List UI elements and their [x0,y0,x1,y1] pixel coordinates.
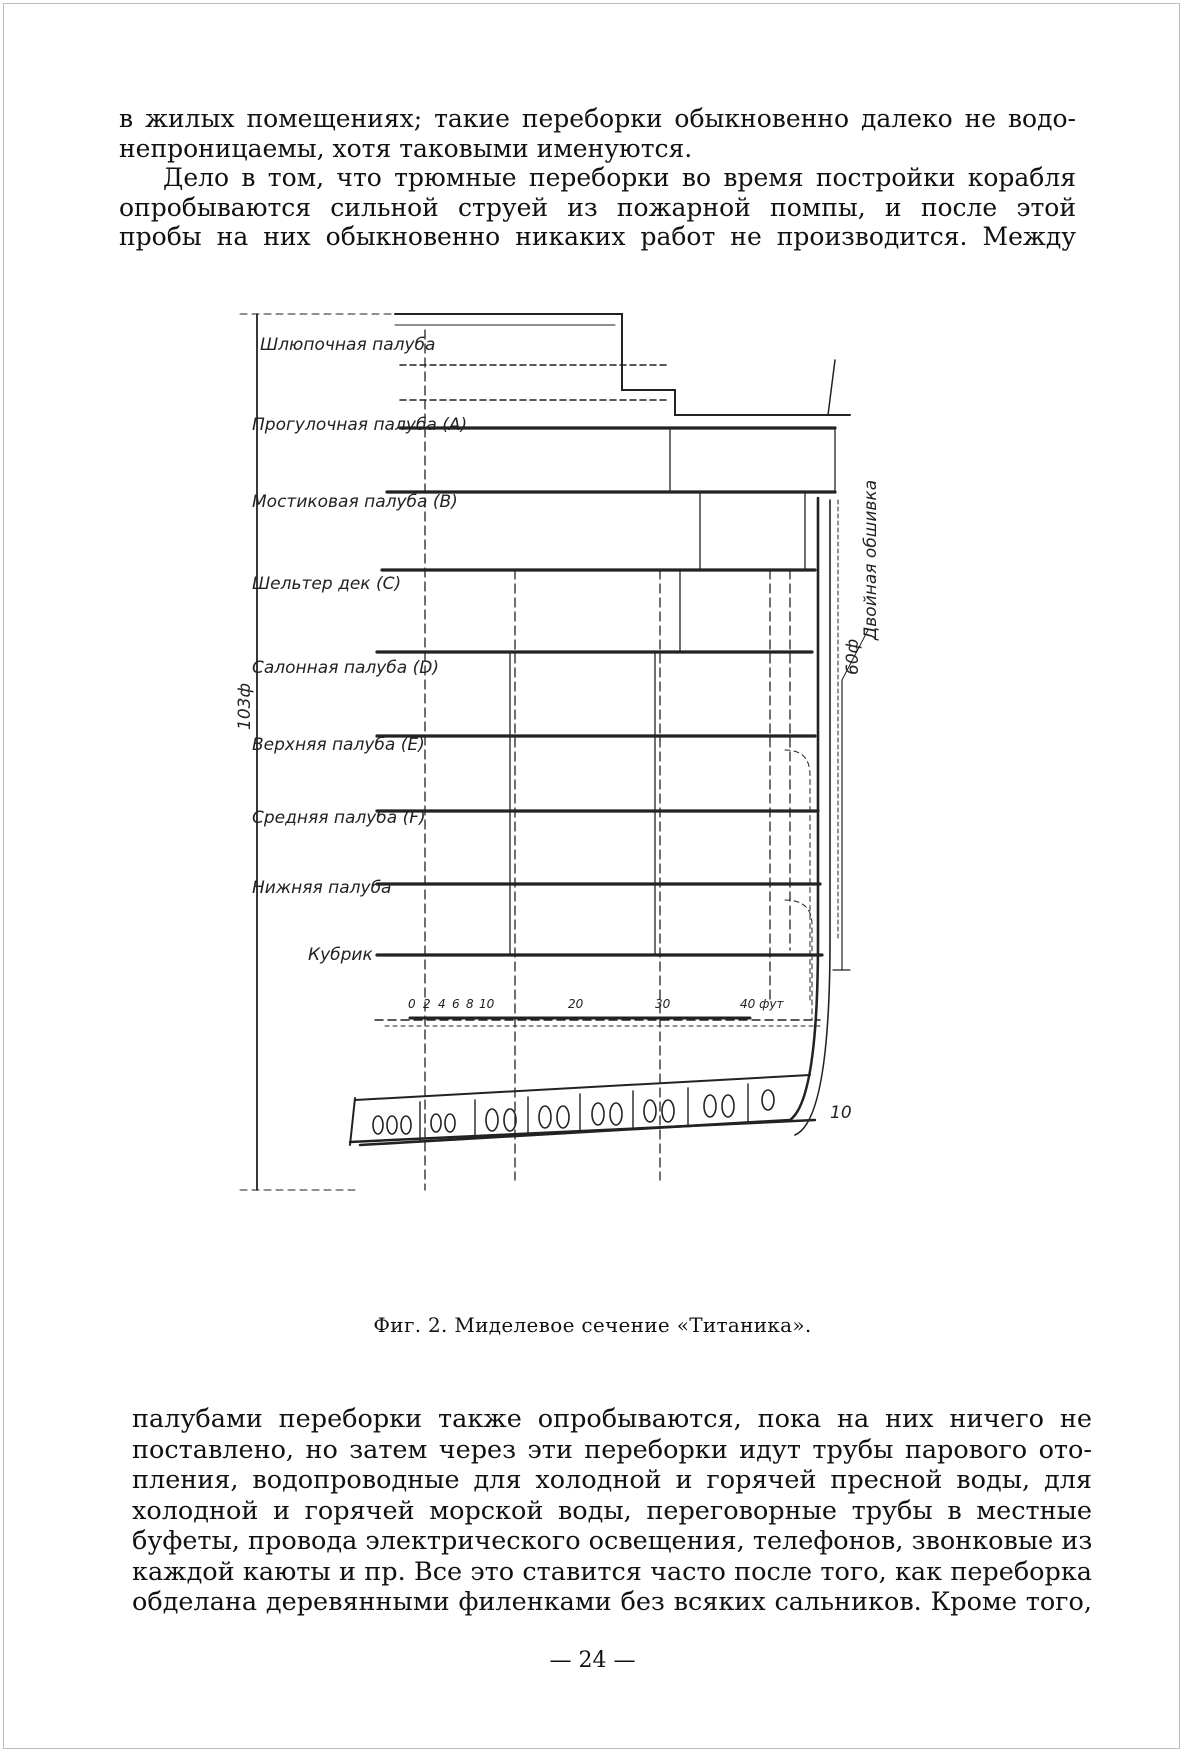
figure-caption: Фиг. 2. Миделевое сечение «Титаника». [373,1313,812,1337]
deck-label: Средняя палуба (F) [252,808,426,828]
double-skin-label: Двойная обшивка [861,479,881,640]
scale-label: 20 [568,997,584,1011]
page-number: — 24 — [549,1648,636,1673]
deck-label: Мостиковая палуба (B) [252,492,458,512]
deck-label: Кубрик [308,945,373,965]
text-line: пления, водопроводные для холодной и горячей пресной воды, для [132,1465,1092,1495]
deck-label: Нижняя палуба [252,878,392,898]
scale-label: 2 [423,997,431,1011]
side-height-label: 60ф [843,638,863,675]
deck-label: Шлюпочная палуба [260,335,436,355]
scale-label: 8 [466,997,474,1011]
deck-label: Салонная палуба (D) [252,658,439,678]
text-line: холодной и горячей морской воды, переговорные трубы в местные [132,1495,1092,1526]
midship-section-figure [230,300,990,1280]
text-line: буфеты, провода электрического освещения, телефонов, звонковые из [132,1526,1093,1556]
text-line: в жилых помещениях; такие переборки обыкновенно далеко не водо- [119,104,1076,133]
text-line: Дело в том, что трюмные переборки во время постройки корабля [163,163,1076,192]
scale-label: 4 [438,997,446,1011]
scale-label: 0 [408,997,416,1011]
text-line: каждой каюты и пр. Все это ставится часто после того, как переборка [132,1556,1092,1587]
scale-label: 10 [479,997,495,1011]
scale-label: 40 фут [740,997,784,1011]
frame-number-label: 10 [830,1103,852,1123]
text-line: непроницаемы, хотя таковыми именуются. [119,133,693,163]
text-line: опробываются сильной струей из пожарной помпы, и после этой [119,192,1076,222]
deck-label: Прогулочная палуба (A) [252,415,468,435]
text-line: палубами переборки также опробываются, пока на них ничего не [132,1404,1092,1434]
top-paragraph [119,104,1076,252]
scale-label: 6 [452,997,460,1011]
scale-label: 30 [655,997,671,1011]
deck-label: Шельтер дек (C) [252,574,402,594]
total-height-label: 103ф [235,683,255,730]
deck-label: Верхняя палуба (E) [252,735,425,755]
text-line: пробы на них обыкновенно никаких работ не производится. Между [119,222,1076,251]
text-line: поставлено, но затем через эти переборки идут трубы парового ото- [132,1434,1092,1465]
text-line: обделана деревянными филенками без всяких сальников. Кроме того, [132,1587,1092,1617]
bottom-paragraph [132,1404,1092,1618]
